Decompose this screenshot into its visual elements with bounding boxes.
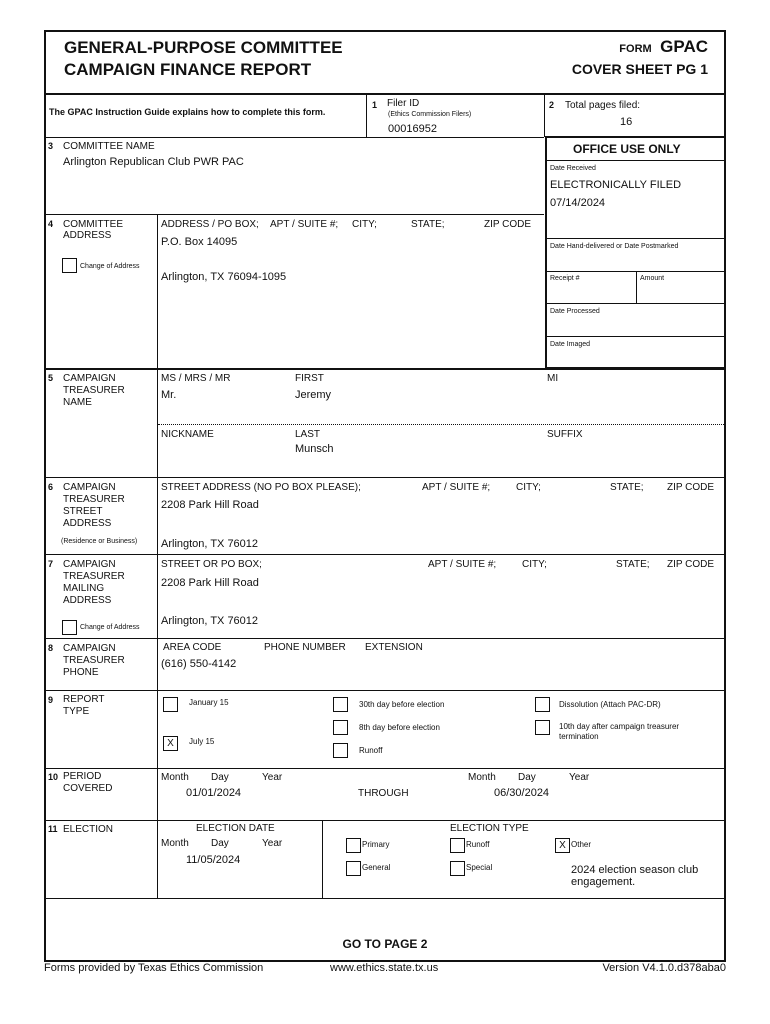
receipt-label: Receipt # <box>550 275 580 282</box>
treasurer-street-label: CAMPAIGN TREASURER STREET ADDRESS <box>63 482 125 529</box>
header-divider <box>44 93 726 95</box>
filing-status-date: 07/14/2024 <box>550 197 606 209</box>
election-year-label: Year <box>262 838 283 849</box>
election-date-label: ELECTION DATE <box>196 823 275 834</box>
treasurer-street-line1[interactable]: 2208 Park Hill Road <box>161 499 259 511</box>
filer-id-value[interactable]: 00016952 <box>388 123 437 135</box>
election-label: ELECTION <box>63 824 114 835</box>
report-jan15-label: January 15 <box>189 698 229 707</box>
phone-number-label: PHONE NUMBER <box>264 642 346 653</box>
cover-sheet-label: COVER SHEET PG 1 <box>571 61 708 77</box>
divider <box>322 820 323 898</box>
period-from-month-label: Month <box>161 772 189 783</box>
divider <box>544 95 545 137</box>
period-to-date[interactable]: 06/30/2024 <box>494 787 550 799</box>
mailing-apt-label: APT / SUITE #; <box>428 559 497 570</box>
election-general-checkbox[interactable] <box>346 861 361 876</box>
divider <box>636 271 637 303</box>
mailing-state-label: STATE; <box>616 559 650 570</box>
divider <box>157 477 158 638</box>
committee-name-num: 3 <box>48 141 54 151</box>
divider <box>547 303 724 304</box>
treasurer-mailing-line2[interactable]: Arlington, TX 76012 <box>161 615 259 627</box>
mailing-city-label: CITY; <box>522 559 547 570</box>
mi-label: MI <box>547 373 559 384</box>
report-8day-checkbox[interactable] <box>333 720 348 735</box>
divider <box>157 690 158 768</box>
divider <box>547 336 724 337</box>
prefix-label: MS / MRS / MR <box>161 373 231 384</box>
footer-version: Version V4.1.0.d378aba0 <box>602 962 726 974</box>
divider <box>44 898 726 899</box>
change-of-address-label: Change of Address <box>80 263 140 270</box>
committee-address-line1[interactable]: P.O. Box 14095 <box>161 236 238 248</box>
last-label: LAST <box>295 429 321 440</box>
divider <box>547 160 724 161</box>
street-city-label: CITY; <box>516 482 541 493</box>
committee-address-label-2: ADDRESS <box>63 230 112 241</box>
report-30day-label: 30th day before election <box>359 700 445 709</box>
divider <box>158 424 726 425</box>
change-of-address-checkbox[interactable] <box>62 258 77 273</box>
report-10day-checkbox[interactable] <box>535 720 550 735</box>
period-to-year-label: Year <box>569 772 590 783</box>
filer-id-num: 1 <box>372 100 378 110</box>
go-to-page-2: GO TO PAGE 2 <box>342 937 428 951</box>
treasurer-last[interactable]: Munsch <box>295 443 334 455</box>
form-code: GPAC <box>660 37 708 56</box>
divider <box>547 238 724 239</box>
field-apt-label: APT / SUITE #; <box>270 219 339 230</box>
mailing-address-label: STREET OR PO BOX; <box>161 559 262 570</box>
report-type-num: 9 <box>48 695 54 705</box>
committee-name-label: COMMITTEE NAME <box>63 141 155 152</box>
divider <box>44 554 726 555</box>
amount-label: Amount <box>640 275 665 282</box>
form-title-line1: GENERAL-PURPOSE COMMITTEE <box>64 38 343 57</box>
committee-address-label-1: COMMITTEE <box>63 219 123 230</box>
report-type-label: REPORT TYPE <box>63 694 105 717</box>
form-code-block <box>619 37 708 57</box>
treasurer-name-num: 5 <box>48 373 54 383</box>
mailing-zip-label: ZIP CODE <box>667 559 715 570</box>
suffix-label: SUFFIX <box>547 429 583 440</box>
instruction-text: The GPAC Instruction Guide explains how to complete this form. <box>49 107 326 117</box>
election-special-checkbox[interactable] <box>450 861 465 876</box>
field-state-label: STATE; <box>411 219 445 230</box>
divider <box>366 95 367 137</box>
street-zip-label: ZIP CODE <box>667 482 715 493</box>
date-imaged-label: Date Imaged <box>550 341 591 348</box>
period-to-day-label: Day <box>518 772 536 783</box>
filer-id-label: Filer ID <box>387 98 420 109</box>
date-processed-label: Date Processed <box>550 308 600 315</box>
mailing-change-of-address-checkbox[interactable] <box>62 620 77 635</box>
treasurer-street-num: 6 <box>48 482 54 492</box>
election-num: 11 <box>48 824 58 834</box>
divider <box>157 768 158 820</box>
pages-value[interactable]: 16 <box>620 116 633 128</box>
date-received-label: Date Received <box>550 165 596 172</box>
election-runoff-label: Runoff <box>466 840 490 849</box>
election-special-label: Special <box>466 863 493 872</box>
election-other-description[interactable]: 2024 election season club engagement. <box>571 864 699 888</box>
period-label: PERIOD COVERED <box>63 771 113 794</box>
pages-num: 2 <box>549 100 555 110</box>
field-city-label: CITY; <box>352 219 377 230</box>
election-type-label: ELECTION TYPE <box>450 823 529 834</box>
street-apt-label: APT / SUITE #; <box>422 482 491 493</box>
report-dissolution-checkbox[interactable] <box>535 697 550 712</box>
period-from-date[interactable]: 01/01/2024 <box>186 787 242 799</box>
divider <box>44 820 726 821</box>
field-zip-label: ZIP CODE <box>484 219 532 230</box>
divider <box>44 638 726 639</box>
first-label: FIRST <box>295 373 324 384</box>
treasurer-phone-num: 8 <box>48 643 54 653</box>
report-jul15-label: July 15 <box>189 737 215 746</box>
treasurer-mailing-line1[interactable]: 2208 Park Hill Road <box>161 577 259 589</box>
divider <box>44 768 726 769</box>
report-30day-checkbox[interactable] <box>333 697 348 712</box>
hand-delivered-label: Date Hand-delivered or Date Postmarked <box>550 243 679 250</box>
election-runoff-checkbox[interactable] <box>450 838 465 853</box>
period-from-year-label: Year <box>262 772 283 783</box>
filer-id-sub: (Ethics Commission Filers) <box>388 111 472 118</box>
footer-left: Forms provided by Texas Ethics Commission <box>44 962 264 974</box>
election-primary-label: Primary <box>362 840 390 849</box>
mailing-change-of-address-label: Change of Address <box>80 624 140 631</box>
office-use-title: OFFICE USE ONLY <box>573 142 681 156</box>
footer-url[interactable]: www.ethics.state.tx.us <box>330 962 439 974</box>
report-10day-label: 10th day after campaign treasurer termination <box>559 722 680 741</box>
treasurer-phone-value[interactable]: (616) 550-4142 <box>161 658 237 670</box>
through-label: THROUGH <box>358 788 409 799</box>
form-word: FORM <box>619 43 652 55</box>
committee-name-value[interactable]: Arlington Republican Club PWR PAC <box>63 156 244 168</box>
election-other-label: Other <box>571 840 592 849</box>
divider <box>44 214 544 215</box>
report-dissolution-label: Dissolution (Attach PAC-DR) <box>559 700 661 709</box>
period-from-day-label: Day <box>211 772 229 783</box>
form-title-line2: CAMPAIGN FINANCE REPORT <box>64 60 312 79</box>
election-date[interactable]: 11/05/2024 <box>186 854 241 866</box>
filing-status: ELECTRONICALLY FILED <box>550 179 682 191</box>
report-jan15-checkbox[interactable] <box>163 697 178 712</box>
area-code-label: AREA CODE <box>163 642 222 653</box>
election-other-checkbox[interactable]: X <box>555 838 570 853</box>
treasurer-street-line2[interactable]: Arlington, TX 76012 <box>161 538 259 550</box>
treasurer-name-label: CAMPAIGN TREASURER NAME <box>63 373 125 408</box>
committee-address-line2[interactable]: Arlington, TX 76094-1095 <box>161 271 287 283</box>
treasurer-first[interactable]: Jeremy <box>295 389 332 401</box>
committee-address-num: 4 <box>48 219 54 229</box>
report-runoff-checkbox[interactable] <box>333 743 348 758</box>
street-address-label: STREET ADDRESS (NO PO BOX PLEASE); <box>161 482 361 493</box>
extension-label: EXTENSION <box>365 642 423 653</box>
divider <box>44 137 544 138</box>
election-general-label: General <box>362 863 391 872</box>
divider <box>157 638 158 690</box>
divider <box>44 368 726 370</box>
field-address-label: ADDRESS / PO BOX; <box>161 219 259 230</box>
report-jul15-checkbox[interactable]: X <box>163 736 178 751</box>
divider <box>44 477 726 478</box>
period-to-month-label: Month <box>468 772 496 783</box>
pages-label: Total pages filed: <box>565 100 641 111</box>
election-day-label: Day <box>211 838 229 849</box>
report-runoff-label: Runoff <box>359 746 383 755</box>
divider <box>157 820 158 898</box>
treasurer-phone-label: CAMPAIGN TREASURER PHONE <box>63 643 125 678</box>
divider <box>44 690 726 691</box>
election-primary-checkbox[interactable] <box>346 838 361 853</box>
street-state-label: STATE; <box>610 482 644 493</box>
report-8day-label: 8th day before election <box>359 723 440 732</box>
residence-label: (Residence or Business) <box>61 538 138 545</box>
nickname-label: NICKNAME <box>161 429 214 440</box>
treasurer-mailing-num: 7 <box>48 559 54 569</box>
treasurer-prefix[interactable]: Mr. <box>161 389 177 401</box>
treasurer-mailing-label: CAMPAIGN TREASURER MAILING ADDRESS <box>63 559 125 606</box>
period-num: 10 <box>48 772 59 782</box>
election-month-label: Month <box>161 838 189 849</box>
divider <box>157 214 158 369</box>
